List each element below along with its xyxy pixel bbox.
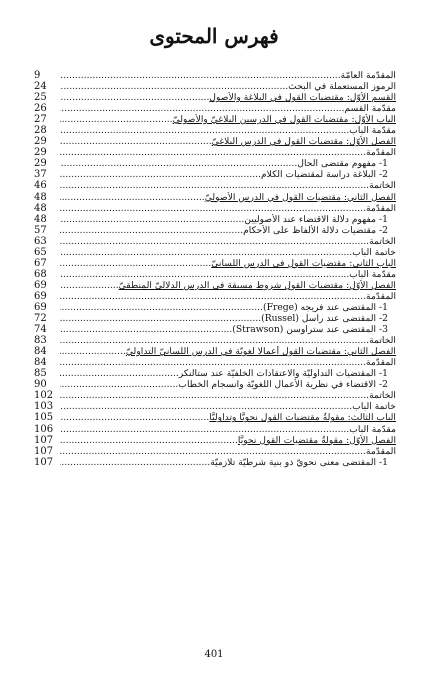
- toc-page-number: 107: [34, 434, 54, 446]
- toc-entry-text: 2- المقتضى عند راسل (Russel): [261, 313, 388, 325]
- toc-entry-label: [60, 401, 396, 412]
- toc-entry-text: المقدّمة العامّة: [340, 70, 396, 81]
- toc-entry-text: الفصل الثاني: مقتضيات القول أعمالا لغويّة في الدرس اللسانيّ التداوليّ: [125, 346, 396, 358]
- toc-entry-label: [60, 158, 396, 169]
- toc-entry: [34, 302, 396, 313]
- toc-page-number: 24: [34, 81, 47, 93]
- page-number: 401: [204, 649, 224, 660]
- toc-entry: [34, 247, 396, 258]
- toc-entry-label: [60, 335, 396, 346]
- toc-entry-text: الفصل الأوّل: مقتضيات القول شروط مسبقة في الدرس الدلاليّ المنطقيّ: [118, 279, 396, 291]
- toc-entry: [34, 313, 396, 324]
- toc-page-number: 74: [34, 324, 47, 336]
- toc-entry-label: [60, 225, 396, 236]
- toc-entry: [34, 424, 396, 435]
- toc-page-number: 69: [34, 301, 47, 313]
- toc-entry-text: الرموز المستعملة في البحث: [288, 81, 396, 93]
- toc-entry: [34, 158, 396, 169]
- toc-entry: [34, 169, 396, 180]
- toc-entry-label: [60, 236, 396, 247]
- toc-page-number: 29: [34, 158, 47, 170]
- toc-entry: [34, 114, 396, 125]
- toc-entry-label: [60, 446, 396, 457]
- toc-page-number: 72: [34, 313, 47, 325]
- toc-entry: [34, 335, 396, 346]
- toc-entry-text: الفصل الأوّل: مقولةُ مقتضيات القول نحويًّا: [237, 434, 396, 446]
- toc-entry-label: [60, 203, 396, 214]
- toc-entry-label: [60, 214, 396, 225]
- toc-entry: [34, 147, 396, 158]
- toc-entry: [34, 435, 396, 446]
- toc-entry-label: [60, 269, 396, 280]
- toc-entry-text: الباب الثالث: مقولةُ مقتضيات القول نحويًّا وتداوليًّا: [209, 412, 396, 424]
- toc-entry-label: [60, 379, 396, 390]
- toc-entry-label: [60, 247, 396, 258]
- toc-entry: [34, 136, 396, 147]
- toc-entry-text: 1- مفهوم مقتضى الحال: [297, 158, 388, 170]
- toc-page-number: 107: [34, 445, 54, 457]
- toc-page-number: 63: [34, 235, 47, 247]
- toc-page-number: 9: [34, 70, 41, 81]
- toc-entry: [34, 379, 396, 390]
- toc-page-number: 37: [34, 169, 47, 181]
- toc-page-number: 83: [34, 335, 47, 347]
- toc-entry-text: 1- المقتضى عند فريجه (Frege): [262, 301, 388, 313]
- toc-entry-text: مقدّمة الباب: [349, 423, 396, 435]
- toc-page-number: 84: [34, 346, 47, 358]
- toc-entry: [34, 225, 396, 236]
- toc-entry-text: الباب الأوّل: مقتضيات القول في الدرسين البلاغيّ والأصوليّ: [172, 114, 396, 126]
- toc-entry-label: [60, 324, 396, 335]
- toc-entry: [34, 401, 396, 412]
- toc-page-number: 48: [34, 213, 47, 225]
- toc-entry: [34, 103, 396, 114]
- toc-entry: [34, 192, 396, 203]
- toc-entry-text: 2- مقتضيات دلالة الألفاظ على الأحكام: [243, 224, 388, 236]
- toc-page-number: 25: [34, 92, 47, 104]
- toc-entry-label: [60, 136, 396, 147]
- toc-page-number: 107: [34, 456, 54, 468]
- toc-entry-label: [60, 147, 396, 158]
- toc-page-number: 69: [34, 279, 47, 291]
- toc-entry-label: [60, 424, 396, 435]
- toc-entry: [34, 457, 396, 468]
- toc-entry-text: مقدّمة الباب: [349, 268, 396, 280]
- toc-page-number: 67: [34, 257, 47, 269]
- toc-entry: [34, 180, 396, 191]
- toc-entry: [34, 269, 396, 280]
- toc-page-number: 65: [34, 246, 47, 258]
- toc-page-number: 84: [34, 357, 47, 369]
- toc-page-number: 28: [34, 125, 47, 137]
- toc-entry: [34, 291, 396, 302]
- toc-entry: [34, 92, 396, 103]
- toc-entry-label: [60, 192, 396, 203]
- toc-entry: [34, 280, 396, 291]
- toc-entry-label: [60, 302, 396, 313]
- toc-entry-label: [60, 412, 396, 423]
- toc-entry-label: [60, 70, 396, 81]
- toc-entry-text: 1- مفهوم دلالة الاقتضاء عند الأصوليين: [244, 213, 388, 225]
- toc-entry-text: 1- المقتضيات التداوليّة والاعتقادات الخلفيّة عند ستالنكر: [178, 368, 388, 380]
- toc-entry-text: خاتمة الباب: [352, 246, 396, 258]
- toc-entry-text: الفصل الثاني: مقتضيات القول في الدرس الأصوليّ: [204, 191, 396, 203]
- page-title: فهرس المحتوى: [149, 24, 279, 48]
- toc-entry: [34, 346, 396, 357]
- toc-page-number: 57: [34, 224, 47, 236]
- toc-entry-text: 2- الاقتضاء في نظرية الأعمال اللغويّة وانسجام الخطاب: [178, 379, 388, 391]
- toc-entry-text: الباب الثاني: مقتضيات القول في الدرس اللسانيّ: [211, 257, 396, 269]
- toc-entry: [34, 368, 396, 379]
- toc-page-number: 46: [34, 180, 47, 192]
- toc-entry-label: [60, 346, 396, 357]
- toc-entry: [34, 236, 396, 247]
- table-of-contents: [34, 70, 396, 468]
- toc-entry-text: مقدّمة القسم: [344, 103, 396, 115]
- toc-entry: [34, 214, 396, 225]
- toc-entry-text: الخاتمة: [369, 235, 396, 247]
- toc-entry-label: [60, 114, 396, 125]
- toc-entry-text: 2- البلاغة دراسة لمقتضيات الكلام: [260, 169, 388, 181]
- toc-entry-label: [60, 125, 396, 136]
- toc-page-number: 103: [34, 401, 54, 413]
- toc-entry-label: [60, 357, 396, 368]
- toc-page-number: 69: [34, 290, 47, 302]
- toc-page-number: 48: [34, 191, 47, 203]
- toc-entry: [34, 357, 396, 368]
- toc-page-number: 105: [34, 412, 54, 424]
- toc-page-number: 85: [34, 368, 47, 380]
- toc-entry: [34, 324, 396, 335]
- toc-entry: [34, 125, 396, 136]
- toc-entry: [34, 70, 396, 81]
- toc-page-number: 90: [34, 379, 47, 391]
- toc-page-number: 106: [34, 423, 54, 435]
- toc-entry-text: 1- المقتضى معنى نحويّ ذو بنية شرطيّة تلازميّة: [210, 456, 388, 468]
- toc-entry: [34, 412, 396, 423]
- toc-entry-label: [60, 291, 396, 302]
- toc-entry-label: [60, 280, 396, 291]
- toc-entry: [34, 258, 396, 269]
- toc-entry-text: المقدّمة: [366, 445, 396, 457]
- toc-entry-text: 3- المقتضى عند ستراوسن (Strawson): [232, 324, 388, 336]
- toc-entry-text: الخاتمة: [369, 390, 396, 402]
- toc-page-number: 27: [34, 114, 47, 126]
- toc-entry-text: الخاتمة: [369, 335, 396, 347]
- toc-entry-text: المقدّمة: [366, 147, 396, 159]
- toc-entry-label: [60, 313, 396, 324]
- toc-entry-label: [60, 180, 396, 191]
- toc-entry-text: الخاتمة: [369, 180, 396, 192]
- toc-entry-label: [60, 435, 396, 446]
- toc-entry-text: المقدّمة: [366, 357, 396, 369]
- toc-entry-label: [60, 81, 396, 92]
- toc-page-number: 26: [34, 103, 47, 115]
- toc-entry-label: [60, 457, 396, 468]
- toc-entry-label: [60, 390, 396, 401]
- toc-entry: [34, 81, 396, 92]
- toc-entry-text: خاتمة الباب: [352, 401, 396, 413]
- toc-entry: [34, 446, 396, 457]
- toc-page-number: 48: [34, 202, 47, 214]
- toc-page-number: 68: [34, 268, 47, 280]
- toc-page-number: 29: [34, 147, 47, 159]
- toc-entry-label: [60, 169, 396, 180]
- toc-entry-text: المقدّمة: [366, 290, 396, 302]
- toc-entry: [34, 203, 396, 214]
- toc-entry-text: المقدّمة: [366, 202, 396, 214]
- toc-entry: [34, 390, 396, 401]
- toc-entry-label: [60, 92, 396, 103]
- toc-entry-label: [60, 258, 396, 269]
- toc-entry-label: [60, 368, 396, 379]
- toc-entry-text: القسم الأوّل: مقتضيات القول في البلاغة والأصول: [209, 92, 396, 104]
- toc-entry-text: الفصل الأوّل: مقتضيات القول في الدرس البلاغيّ: [211, 136, 396, 148]
- toc-page-number: 29: [34, 136, 47, 148]
- toc-page-number: 102: [34, 390, 54, 402]
- toc-entry-text: مقدّمة الباب: [349, 125, 396, 137]
- toc-entry-label: [60, 103, 396, 114]
